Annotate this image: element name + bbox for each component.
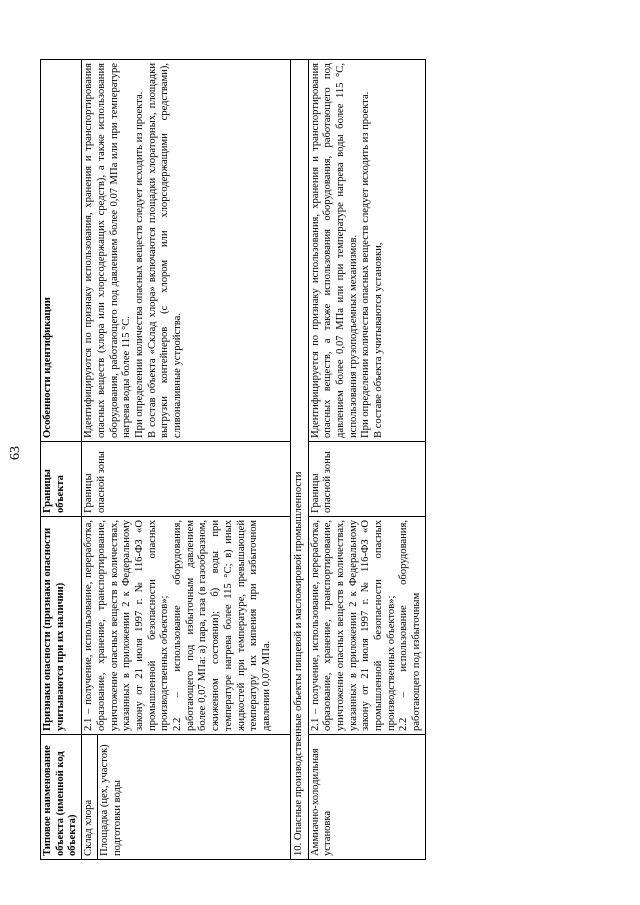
table-row [308, 60, 425, 860]
identification-paragraph: При определении количества опасных веществ следует исходить из проекта. [133, 91, 145, 438]
row-boundaries: Границы опасной зоны [82, 442, 291, 517]
row-type: Аммиачно-холодильная установка [308, 735, 425, 860]
identification-paragraph: В состав объекта «Склад хлора» включаются площадки хлораторных, площадки выгрузки контейнеров (с хлором или хлорсодержащими средствами), сливоналивные устройства. [146, 63, 184, 438]
identification-paragraph: Идентифицируется по признаку использования, хранения и транспортирования опасных веществ, а также использования оборудования, работающего под давлением более 0,07 МПа или при температуре нагрева воды более 115 °С, использования грузоподъемных механизмов. [309, 63, 359, 438]
table-row [82, 60, 98, 860]
row-boundaries: Границы опасной зоны [308, 442, 425, 517]
rotated-table-container [40, 60, 585, 860]
identification-paragraph: При определении количества опасных веществ следует исходить из проекта. [360, 91, 372, 438]
feature-paragraph: 2.1 – получение, использование, переработка, образование, хранение, транспортирование, уничтожение опасных веществ в количествах, указанных в приложении 2 к Федеральному закону от 21 июля 1997 г. № 116-ФЗ «О промышленной безопасности опасных производственных объектов»; [83, 520, 171, 731]
page-number: 63 [8, 445, 23, 460]
header-row [41, 60, 82, 860]
row-identification [308, 60, 425, 442]
header-boundaries: Границы объекта [41, 442, 82, 517]
header-identification: Особенности идентификации [41, 60, 82, 442]
page-number-area [0, 0, 32, 905]
identification-paragraph: Идентифицируются по признаку использования, хранения и транспортирования опасных веществ (хлора или хлорсодержащих средств), а также использования оборудования, работающего под давлением более 0,07 МПа или при температуре нагрева воды более 115 °С. [83, 63, 133, 438]
row-features [82, 517, 291, 735]
row-features [308, 517, 425, 735]
feature-paragraph: 2.1 – получение, использование, переработка, образование, хранение, транспортирование, уничтожение опасных веществ в количествах, указанных в приложении 2 к Федеральному закону от 21 июля 1997 г. № 116-ФЗ «О промышленной безопасности опасных производственных объектов»; [309, 520, 397, 731]
header-type: Типовое наименование объекта (именной код объекта) [41, 735, 82, 860]
row-type: Склад хлора [82, 735, 98, 860]
identification-paragraph: В составе объекта учитываются установки, [373, 242, 385, 438]
header-features: Признаки опасности (признаки опасности учитываются при их наличии) [41, 517, 82, 735]
row-identification [82, 60, 291, 442]
feature-paragraph: 2.2 – использование оборудования, работающего под избыточным давлением более 0,07 МПа: а) пара, газа (в газообразном, сжиженном состоянии); б) воды при температуре нагрева более 115 °С; в) иных жидкостей при температуре, превышающей температуру их кипения при избыточном давлении 0,07 МПа. [172, 520, 272, 731]
feature-paragraph: 2.2 – использование оборудования, работающего под избыточным [398, 520, 423, 731]
row-type: Площадка (цех, участок) подготовки воды [97, 735, 290, 860]
section-row [290, 60, 308, 860]
identification-table [40, 59, 426, 860]
section-heading: 10. Опасные производственные объекты пищевой и масложировой промышленности [290, 60, 308, 860]
